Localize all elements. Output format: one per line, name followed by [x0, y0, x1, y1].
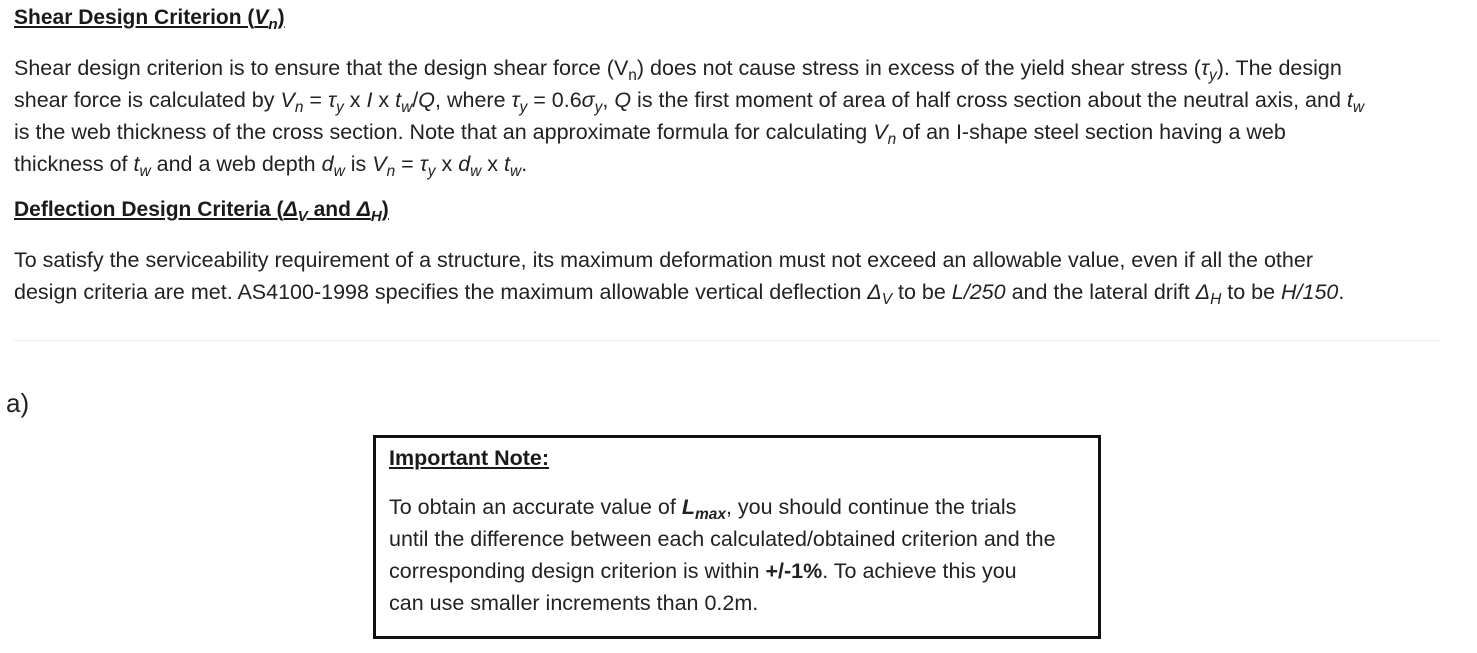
note-line-3: corresponding design criterion is within +/-1%. To achieve this you	[389, 559, 1017, 583]
deflection-line-1: To satisfy the serviceability requirement of a structure, its maximum deformation must not exceed an allowable value, even if all the other	[14, 248, 1313, 272]
note-line-1: To obtain an accurate value of $L_{max}$, you should continue the trials	[389, 495, 1017, 523]
note-body	[389, 491, 1089, 619]
deflection-line-2: design criteria are met. AS4100-1998 specifies the maximum allowable vertical deflection $\Delta_V$ to be L/250 and the lateral drift $\Delta_H$ to be H/150.	[14, 280, 1345, 308]
important-note-box	[373, 435, 1101, 639]
shear-line-3: is the web thickness of the cross section. Note that an approximate formula for calculating $V_n$ of an I-shape steel section having a web	[14, 120, 1286, 148]
section-divider	[14, 340, 1439, 341]
deflection-paragraph	[14, 244, 1444, 308]
shear-line-4: thickness of $t_w$ and a web depth $d_w$ is $V_n = \tau_y$ x $d_w$ x $t_w$.	[14, 152, 528, 180]
shear-paragraph	[14, 52, 1444, 180]
note-line-4: can use smaller increments than 0.2m.	[389, 591, 759, 615]
note-title: Important Note:	[389, 446, 550, 470]
note-line-2: until the difference between each calculated/obtained criterion and the	[389, 527, 1056, 551]
shear-line-1: Shear design criterion is to ensure that the design shear force $(V_n)$ does not cause stress in excess of the yield shear stress $(\tau_y)$. The design	[14, 56, 1342, 84]
part-label: a)	[6, 388, 30, 418]
shear-heading: Shear Design Criterion $(V_n)$	[14, 6, 285, 33]
shear-line-2: shear force is calculated by $V_n = \tau_y$ x I x $t_w/Q$, where $\tau_y = 0.6\sigma_y$, Q is the first moment of area of half cross section about the neutral axis, and $t_w$	[14, 88, 1365, 116]
deflection-heading: Deflection Design Criteria ($\Delta_V$ and $\Delta_H$)	[14, 198, 389, 225]
